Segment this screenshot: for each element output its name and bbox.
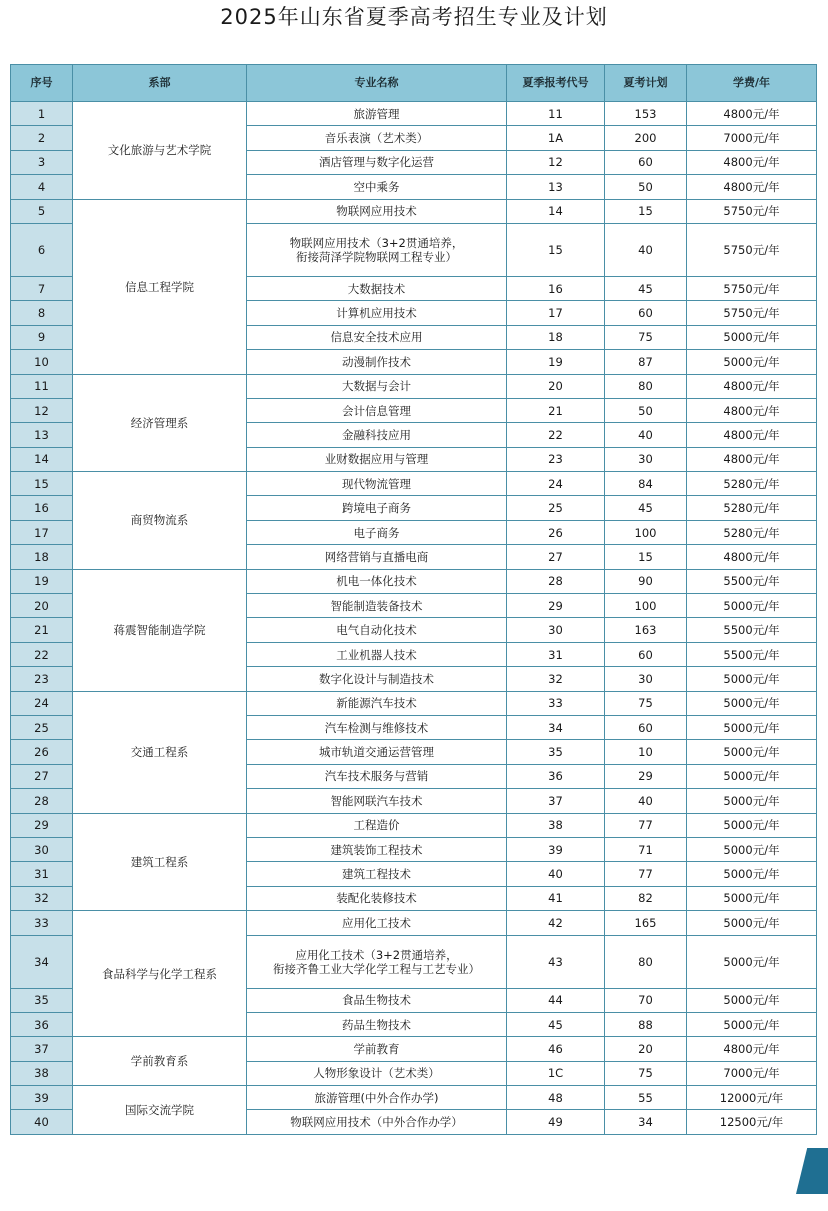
fee-cell: 5000元/年 (687, 837, 817, 861)
seq-cell: 12 (11, 398, 73, 422)
code-cell: 1C (507, 1061, 605, 1085)
fee-cell: 5000元/年 (687, 886, 817, 910)
fee-cell: 4800元/年 (687, 102, 817, 126)
quota-cell: 45 (605, 496, 687, 520)
code-cell: 44 (507, 988, 605, 1012)
code-cell: 49 (507, 1110, 605, 1134)
code-cell: 27 (507, 545, 605, 569)
major-cell: 工程造价 (247, 813, 507, 837)
code-cell: 15 (507, 223, 605, 276)
code-cell: 39 (507, 837, 605, 861)
code-cell: 36 (507, 764, 605, 788)
quota-cell: 40 (605, 223, 687, 276)
fee-cell: 4800元/年 (687, 447, 817, 471)
table-row (11, 374, 817, 398)
enrollment-plan-table (10, 64, 817, 1135)
code-cell: 40 (507, 862, 605, 886)
fee-cell: 5280元/年 (687, 496, 817, 520)
seq-cell: 5 (11, 199, 73, 223)
code-cell: 17 (507, 301, 605, 325)
fee-cell: 5750元/年 (687, 276, 817, 300)
fee-cell: 4800元/年 (687, 423, 817, 447)
table-row (11, 569, 817, 593)
seq-cell: 1 (11, 102, 73, 126)
seq-cell: 20 (11, 594, 73, 618)
quota-cell: 40 (605, 423, 687, 447)
fee-cell: 5000元/年 (687, 764, 817, 788)
fee-cell: 5000元/年 (687, 691, 817, 715)
table-row (11, 199, 817, 223)
quota-cell: 70 (605, 988, 687, 1012)
major-cell: 建筑工程技术 (247, 862, 507, 886)
fee-cell: 4800元/年 (687, 398, 817, 422)
major-cell: 跨境电子商务 (247, 496, 507, 520)
code-cell: 28 (507, 569, 605, 593)
quota-cell: 15 (605, 199, 687, 223)
header-major: 专业名称 (247, 65, 507, 102)
header-quota: 夏考计划 (605, 65, 687, 102)
major-cell: 新能源汽车技术 (247, 691, 507, 715)
quota-cell: 77 (605, 862, 687, 886)
fee-cell: 7000元/年 (687, 1061, 817, 1085)
major-cell: 物联网应用技术（中外合作办学） (247, 1110, 507, 1134)
major-cell: 网络营销与直播电商 (247, 545, 507, 569)
fee-cell: 5000元/年 (687, 789, 817, 813)
code-cell: 31 (507, 642, 605, 666)
quota-cell: 153 (605, 102, 687, 126)
quota-cell: 30 (605, 667, 687, 691)
fee-cell: 4800元/年 (687, 374, 817, 398)
major-cell: 食品生物技术 (247, 988, 507, 1012)
fee-cell: 5280元/年 (687, 520, 817, 544)
major-cell: 应用化工技术（3+2贯通培养， 衔接齐鲁工业大学化学工程与工艺专业） (247, 935, 507, 988)
fee-cell: 5000元/年 (687, 862, 817, 886)
seq-cell: 3 (11, 150, 73, 174)
code-cell: 48 (507, 1086, 605, 1110)
quota-cell: 15 (605, 545, 687, 569)
fee-cell: 5500元/年 (687, 642, 817, 666)
quota-cell: 75 (605, 1061, 687, 1085)
dept-cell: 文化旅游与艺术学院 (73, 102, 247, 200)
major-cell: 应用化工技术 (247, 911, 507, 935)
seq-cell: 11 (11, 374, 73, 398)
quota-cell: 20 (605, 1037, 687, 1061)
major-cell: 计算机应用技术 (247, 301, 507, 325)
major-cell: 药品生物技术 (247, 1012, 507, 1036)
seq-cell: 29 (11, 813, 73, 837)
major-cell: 物联网应用技术 (247, 199, 507, 223)
seq-cell: 35 (11, 988, 73, 1012)
code-cell: 24 (507, 472, 605, 496)
quota-cell: 87 (605, 350, 687, 374)
fee-cell: 5280元/年 (687, 472, 817, 496)
code-cell: 34 (507, 715, 605, 739)
fee-cell: 12000元/年 (687, 1086, 817, 1110)
seq-cell: 22 (11, 642, 73, 666)
quota-cell: 71 (605, 837, 687, 861)
seq-cell: 34 (11, 935, 73, 988)
dept-cell: 学前教育系 (73, 1037, 247, 1086)
code-cell: 26 (507, 520, 605, 544)
code-cell: 29 (507, 594, 605, 618)
code-cell: 1A (507, 126, 605, 150)
major-cell: 物联网应用技术（3+2贯通培养， 衔接菏泽学院物联网工程专业） (247, 223, 507, 276)
corner-tab-decoration (796, 1148, 828, 1194)
dept-cell: 交通工程系 (73, 691, 247, 813)
code-cell: 35 (507, 740, 605, 764)
major-cell: 业财数据应用与管理 (247, 447, 507, 471)
major-cell: 旅游管理 (247, 102, 507, 126)
major-cell: 电气自动化技术 (247, 618, 507, 642)
seq-cell: 10 (11, 350, 73, 374)
quota-cell: 10 (605, 740, 687, 764)
major-cell: 建筑装饰工程技术 (247, 837, 507, 861)
seq-cell: 9 (11, 325, 73, 349)
quota-cell: 82 (605, 886, 687, 910)
code-cell: 14 (507, 199, 605, 223)
seq-cell: 8 (11, 301, 73, 325)
major-cell: 现代物流管理 (247, 472, 507, 496)
seq-cell: 16 (11, 496, 73, 520)
page-title: 2025年山东省夏季高考招生专业及计划 (220, 5, 608, 29)
seq-cell: 25 (11, 715, 73, 739)
quota-cell: 34 (605, 1110, 687, 1134)
fee-cell: 5000元/年 (687, 740, 817, 764)
quota-cell: 75 (605, 325, 687, 349)
major-cell: 机电一体化技术 (247, 569, 507, 593)
seq-cell: 27 (11, 764, 73, 788)
seq-cell: 21 (11, 618, 73, 642)
code-cell: 42 (507, 911, 605, 935)
fee-cell: 5000元/年 (687, 1012, 817, 1036)
major-cell: 智能网联汽车技术 (247, 789, 507, 813)
seq-cell: 2 (11, 126, 73, 150)
fee-cell: 5000元/年 (687, 325, 817, 349)
quota-cell: 60 (605, 150, 687, 174)
code-cell: 46 (507, 1037, 605, 1061)
seq-cell: 31 (11, 862, 73, 886)
seq-cell: 19 (11, 569, 73, 593)
seq-cell: 39 (11, 1086, 73, 1110)
seq-cell: 32 (11, 886, 73, 910)
major-cell: 学前教育 (247, 1037, 507, 1061)
quota-cell: 163 (605, 618, 687, 642)
major-cell: 大数据技术 (247, 276, 507, 300)
code-cell: 19 (507, 350, 605, 374)
fee-cell: 5000元/年 (687, 594, 817, 618)
quota-cell: 30 (605, 447, 687, 471)
seq-cell: 15 (11, 472, 73, 496)
quota-cell: 100 (605, 594, 687, 618)
seq-cell: 33 (11, 911, 73, 935)
quota-cell: 90 (605, 569, 687, 593)
table-row (11, 102, 817, 126)
dept-cell: 建筑工程系 (73, 813, 247, 911)
quota-cell: 77 (605, 813, 687, 837)
quota-cell: 29 (605, 764, 687, 788)
major-cell: 工业机器人技术 (247, 642, 507, 666)
major-cell: 智能制造装备技术 (247, 594, 507, 618)
code-cell: 38 (507, 813, 605, 837)
code-cell: 25 (507, 496, 605, 520)
major-cell: 动漫制作技术 (247, 350, 507, 374)
dept-cell: 信息工程学院 (73, 199, 247, 374)
code-cell: 30 (507, 618, 605, 642)
header-fee: 学费/年 (687, 65, 817, 102)
major-cell: 人物形象设计（艺术类） (247, 1061, 507, 1085)
major-cell: 空中乘务 (247, 175, 507, 199)
quota-cell: 45 (605, 276, 687, 300)
code-cell: 32 (507, 667, 605, 691)
fee-cell: 4800元/年 (687, 175, 817, 199)
major-cell: 数字化设计与制造技术 (247, 667, 507, 691)
table-row (11, 813, 817, 837)
code-cell: 13 (507, 175, 605, 199)
dept-cell: 国际交流学院 (73, 1086, 247, 1135)
fee-cell: 4800元/年 (687, 150, 817, 174)
seq-cell: 13 (11, 423, 73, 447)
dept-cell: 经济管理系 (73, 374, 247, 472)
fee-cell: 5000元/年 (687, 667, 817, 691)
code-cell: 33 (507, 691, 605, 715)
major-cell: 会计信息管理 (247, 398, 507, 422)
fee-cell: 5000元/年 (687, 813, 817, 837)
table-row (11, 1037, 817, 1061)
code-cell: 11 (507, 102, 605, 126)
major-cell: 酒店管理与数字化运营 (247, 150, 507, 174)
seq-cell: 26 (11, 740, 73, 764)
major-cell: 音乐表演（艺术类） (247, 126, 507, 150)
seq-cell: 28 (11, 789, 73, 813)
header-dept: 系部 (73, 65, 247, 102)
quota-cell: 55 (605, 1086, 687, 1110)
code-cell: 45 (507, 1012, 605, 1036)
quota-cell: 88 (605, 1012, 687, 1036)
code-cell: 43 (507, 935, 605, 988)
dept-cell: 商贸物流系 (73, 472, 247, 570)
major-cell: 汽车技术服务与营销 (247, 764, 507, 788)
header-seq: 序号 (11, 65, 73, 102)
major-cell: 装配化装修技术 (247, 886, 507, 910)
major-cell: 城市轨道交通运营管理 (247, 740, 507, 764)
quota-cell: 200 (605, 126, 687, 150)
table-row (11, 691, 817, 715)
fee-cell: 5000元/年 (687, 988, 817, 1012)
quota-cell: 60 (605, 301, 687, 325)
fee-cell: 4800元/年 (687, 545, 817, 569)
quota-cell: 40 (605, 789, 687, 813)
table-row (11, 472, 817, 496)
quota-cell: 100 (605, 520, 687, 544)
quota-cell: 50 (605, 175, 687, 199)
code-cell: 23 (507, 447, 605, 471)
code-cell: 20 (507, 374, 605, 398)
header-code: 夏季报考代号 (507, 65, 605, 102)
code-cell: 16 (507, 276, 605, 300)
seq-cell: 7 (11, 276, 73, 300)
quota-cell: 60 (605, 642, 687, 666)
fee-cell: 5000元/年 (687, 350, 817, 374)
quota-cell: 80 (605, 935, 687, 988)
fee-cell: 5750元/年 (687, 223, 817, 276)
code-cell: 37 (507, 789, 605, 813)
seq-cell: 4 (11, 175, 73, 199)
major-cell: 汽车检测与维修技术 (247, 715, 507, 739)
quota-cell: 165 (605, 911, 687, 935)
table-row (11, 1086, 817, 1110)
table-row (11, 911, 817, 935)
code-cell: 18 (507, 325, 605, 349)
quota-cell: 84 (605, 472, 687, 496)
major-cell: 旅游管理(中外合作办学) (247, 1086, 507, 1110)
fee-cell: 5500元/年 (687, 618, 817, 642)
seq-cell: 24 (11, 691, 73, 715)
seq-cell: 23 (11, 667, 73, 691)
fee-cell: 5000元/年 (687, 935, 817, 988)
seq-cell: 6 (11, 223, 73, 276)
code-cell: 41 (507, 886, 605, 910)
fee-cell: 5000元/年 (687, 911, 817, 935)
seq-cell: 36 (11, 1012, 73, 1036)
fee-cell: 7000元/年 (687, 126, 817, 150)
quota-cell: 75 (605, 691, 687, 715)
fee-cell: 5750元/年 (687, 199, 817, 223)
fee-cell: 5000元/年 (687, 715, 817, 739)
quota-cell: 50 (605, 398, 687, 422)
seq-cell: 30 (11, 837, 73, 861)
seq-cell: 40 (11, 1110, 73, 1134)
seq-cell: 17 (11, 520, 73, 544)
fee-cell: 12500元/年 (687, 1110, 817, 1134)
table-body (11, 102, 817, 1135)
seq-cell: 38 (11, 1061, 73, 1085)
fee-cell: 4800元/年 (687, 1037, 817, 1061)
seq-cell: 18 (11, 545, 73, 569)
fee-cell: 5500元/年 (687, 569, 817, 593)
major-cell: 大数据与会计 (247, 374, 507, 398)
code-cell: 22 (507, 423, 605, 447)
table-header-row (11, 65, 817, 102)
major-cell: 金融科技应用 (247, 423, 507, 447)
quota-cell: 80 (605, 374, 687, 398)
major-cell: 电子商务 (247, 520, 507, 544)
dept-cell: 食品科学与化学工程系 (73, 911, 247, 1037)
seq-cell: 37 (11, 1037, 73, 1061)
quota-cell: 60 (605, 715, 687, 739)
code-cell: 21 (507, 398, 605, 422)
dept-cell: 蒋震智能制造学院 (73, 569, 247, 691)
seq-cell: 14 (11, 447, 73, 471)
major-cell: 信息安全技术应用 (247, 325, 507, 349)
fee-cell: 5750元/年 (687, 301, 817, 325)
code-cell: 12 (507, 150, 605, 174)
